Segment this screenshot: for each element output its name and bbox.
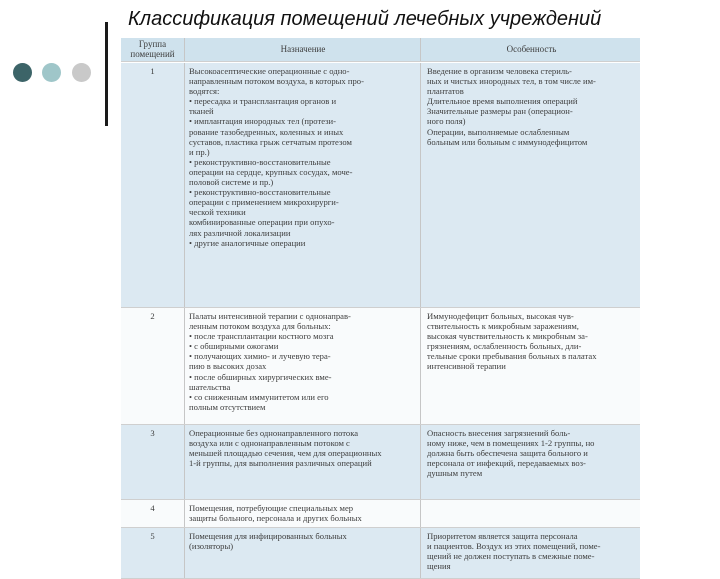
group-number: 5: [121, 528, 185, 578]
purpose-line: • реконструктивно-восстановительные: [189, 156, 331, 167]
decor-dot-light: [72, 63, 91, 82]
decor-dot-dark: [13, 63, 32, 82]
feature-line: плантатов: [427, 86, 464, 97]
feature-line: Длительное время выполнения операций: [427, 96, 578, 107]
purpose-line: и пр.): [189, 146, 210, 157]
purpose-line: пию в высоких дозах: [189, 361, 267, 372]
table-row: [121, 308, 640, 425]
purpose-line: 1-й группы, для выполнения различных операций: [189, 458, 372, 469]
classification-table: [121, 38, 640, 572]
feature-line: Приоритетом является защита персонала: [427, 531, 578, 541]
purpose-cell: [185, 528, 421, 578]
table-header-row: [121, 38, 640, 62]
purpose-line: операции на сердце, крупных сосудах, моче-: [189, 166, 353, 177]
feature-line: и пациентов. Воздух из этих помещений, поме-: [427, 541, 601, 552]
purpose-line: ленным потоком воздуха для больных:: [189, 321, 331, 332]
group-number: 2: [121, 308, 185, 424]
title-accent-bar: [105, 22, 108, 126]
purpose-line: воздуха или с однонаправленным потоком с: [189, 438, 350, 449]
feature-line: Иммунодефицит больных, высокая чув-: [427, 311, 574, 321]
feature-line: щения: [427, 561, 451, 572]
purpose-line: меньшей площадью сечения, чем для операционных: [189, 448, 382, 459]
feature-line: душным путем: [427, 468, 483, 479]
purpose-line: • имплантация инородных тел (протези-: [189, 116, 336, 127]
feature-cell: [421, 425, 640, 499]
decor-dot-mid: [42, 63, 61, 82]
feature-line: Введение в организм человека стериль-: [427, 66, 572, 76]
purpose-line: Палаты интенсивной терапии с однонаправ-: [189, 311, 351, 321]
group-number: 4: [121, 500, 185, 527]
purpose-line: половой системе и пр.): [189, 177, 274, 188]
purpose-line: лях различной локализации: [189, 227, 291, 238]
purpose-line: тканей: [189, 106, 214, 117]
purpose-line: • со сниженным иммунитетом или его: [189, 391, 329, 402]
purpose-line: комбинированные операции при опухо-: [189, 217, 335, 228]
purpose-line: полным отсутствием: [189, 401, 266, 412]
purpose-cell: [185, 425, 421, 499]
feature-line: ствительность к микробным заражениям,: [427, 321, 579, 332]
purpose-line: Операционные без однонаправленного потока: [189, 428, 359, 438]
table-row: [121, 528, 640, 579]
slide-title: Классификация помещений лечебных учреждений: [128, 8, 602, 30]
table-row: [121, 500, 640, 528]
purpose-line: (изоляторы): [189, 541, 234, 552]
feature-line: Операции, выполняемые ослабленным: [427, 126, 570, 137]
feature-line: тельные сроки пребывания больных в палатах: [427, 351, 597, 362]
feature-line: ных и чистых инородных тел, в том числе им-: [427, 76, 596, 87]
feature-line: интенсивной терапии: [427, 361, 506, 372]
table-row: [121, 63, 640, 308]
purpose-line: шательства: [189, 381, 231, 392]
group-number: 3: [121, 425, 185, 499]
header-feature: Особенность: [506, 44, 557, 54]
feature-cell: [421, 528, 640, 578]
feature-line: персонала от инфекций, передаваемых воз-: [427, 458, 586, 469]
feature-cell: [421, 308, 640, 424]
feature-line: щений не должен поступать в смежные поме-: [427, 551, 595, 562]
purpose-line: ческой техники: [189, 207, 246, 218]
header-group: Группа помещений: [121, 38, 185, 61]
feature-line: больным или больным с иммунодефицитом: [427, 136, 588, 147]
header-purpose: Назначение: [185, 38, 421, 61]
purpose-line: Высокоасептические операционные с одно-: [189, 66, 350, 76]
purpose-line: Помещения, потребующие специальных мер: [189, 503, 354, 513]
feature-cell: [421, 500, 640, 527]
purpose-line: • получающих химио- и лучевую тера-: [189, 351, 331, 362]
feature-line: грязнениям, ослабленность больных, дли-: [427, 341, 582, 352]
feature-line: должна быть обеспечена защита больного и: [427, 448, 588, 459]
purpose-cell: [185, 63, 421, 307]
purpose-line: направленным потоком воздуха, в которых про-: [189, 76, 364, 87]
purpose-cell: [185, 308, 421, 424]
purpose-line: • реконструктивно-восстановительные: [189, 187, 331, 198]
purpose-line: Помещения для инфицированных больных: [189, 531, 347, 541]
purpose-cell: [185, 500, 421, 527]
table-row: [121, 425, 640, 500]
group-number: 1: [121, 63, 185, 307]
purpose-line: водятся:: [189, 86, 220, 97]
purpose-line: • после обширных хирургических вме-: [189, 371, 332, 382]
purpose-line: • с обширными ожогами: [189, 341, 279, 352]
purpose-line: • после трансплантации костного мозга: [189, 331, 334, 342]
purpose-line: • другие аналогичные операции: [189, 237, 306, 248]
feature-line: высокая чувствительность к микробным за-: [427, 331, 588, 342]
purpose-line: • пересадка и трансплантация органов и: [189, 96, 337, 107]
purpose-line: защиты больного, персонала и других больных: [189, 513, 362, 524]
purpose-line: операции с применением микрохирурги-: [189, 197, 339, 208]
feature-cell: [421, 63, 640, 307]
feature-line: ного поля): [427, 116, 466, 127]
feature-line: ному ниже, чем в помещениях 1-2 группы, но: [427, 438, 595, 449]
purpose-line: рование тазобедренных, коленных и иных: [189, 126, 344, 137]
feature-line: Значительные размеры ран (операцион-: [427, 106, 573, 117]
feature-line: Опасность внесения загрязнений боль-: [427, 428, 571, 438]
purpose-line: суставов, пластика грыж сетчатым протезом: [189, 136, 352, 147]
